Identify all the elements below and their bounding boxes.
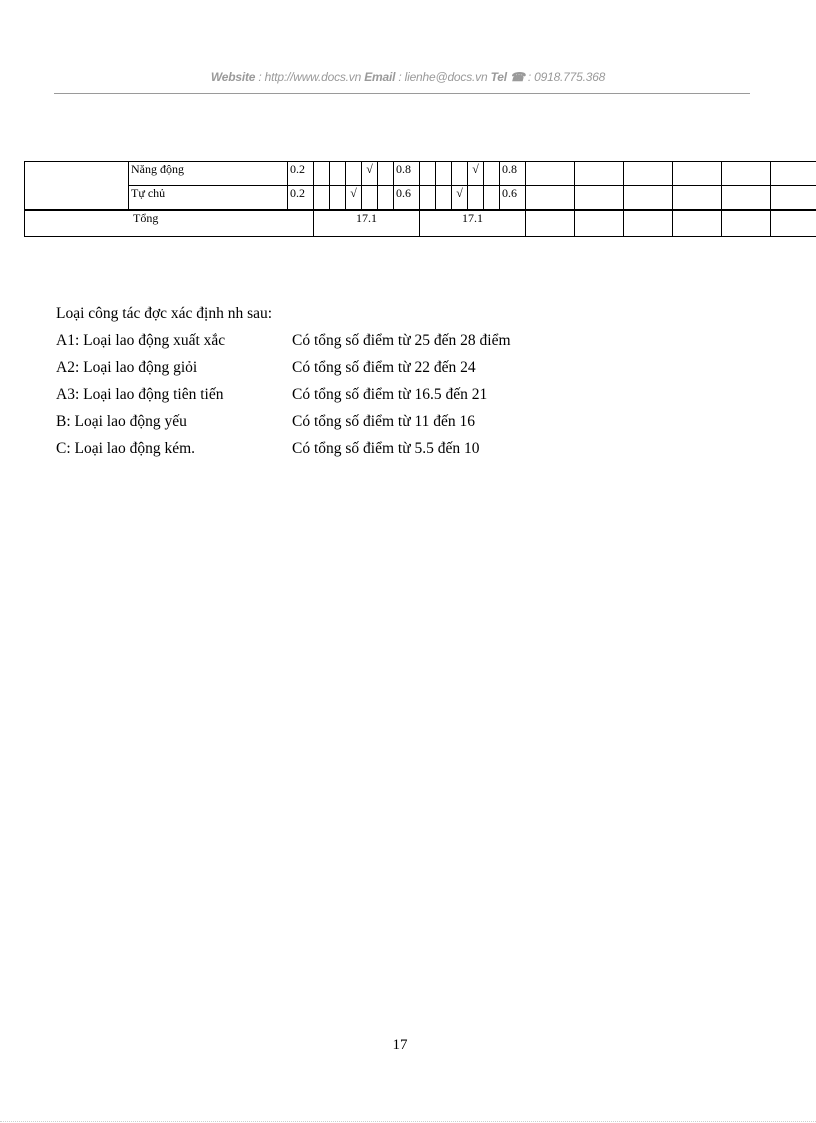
total-label: Tổng	[25, 210, 314, 237]
score-cell: 0.6	[394, 186, 420, 211]
group-cell	[25, 162, 129, 211]
class-range: Có tổng số điểm từ 16.5 đến 21	[292, 386, 488, 403]
page-number: 17	[392, 1037, 408, 1053]
weight-cell: 0.2	[288, 162, 314, 186]
class-name: A3: Loại lao động tiên tiến	[56, 386, 224, 403]
score-cell: 0.8	[500, 162, 526, 186]
check-mark: √	[468, 162, 484, 186]
bottom-divider	[0, 1121, 816, 1122]
class-name: A1: Loại lao động xuất xắc	[56, 332, 226, 349]
check-mark: √	[452, 186, 468, 211]
header-divider	[54, 93, 750, 94]
list-item	[56, 408, 476, 435]
criterion-label: Năng động	[129, 162, 288, 186]
total-value-b: 17.1	[420, 210, 526, 237]
class-name: C: Loại lao động kém.	[56, 440, 196, 457]
list-item	[56, 435, 480, 462]
score-table	[24, 161, 816, 237]
page-header	[0, 70, 816, 84]
tel-label: Tel ☎	[490, 70, 525, 84]
list-item	[56, 381, 488, 408]
score-cell: 0.6	[500, 186, 526, 211]
class-range: Có tổng số điểm từ 5.5 đến 10	[292, 440, 480, 457]
class-name: B: Loại lao động yếu	[56, 413, 187, 430]
class-range: Có tổng số điểm từ 22 đến 24	[292, 359, 476, 376]
total-row	[25, 210, 816, 237]
table-row	[25, 186, 816, 211]
website-value: : http://www.docs.vn	[255, 70, 365, 84]
criterion-label: Tự chủ	[129, 186, 288, 211]
total-value-a: 17.1	[314, 210, 420, 237]
weight-cell: 0.2	[288, 186, 314, 211]
list-item	[56, 327, 511, 354]
classification-list	[56, 300, 511, 462]
email-value: : lienhe@docs.vn	[395, 70, 491, 84]
email-label: Email	[364, 70, 396, 84]
list-item	[56, 354, 476, 381]
website-label: Website	[210, 70, 256, 84]
tel-value: : 0918.775.368	[524, 70, 606, 84]
class-range: Có tổng số điểm từ 25 đến 28 điểm	[292, 332, 511, 349]
check-mark: √	[362, 162, 378, 186]
classification-intro: Loại công tác đợc xác định nh sau:	[56, 305, 273, 322]
score-cell: 0.8	[394, 162, 420, 186]
class-name: A2: Loại lao động giỏi	[56, 359, 198, 376]
check-mark: √	[346, 186, 362, 211]
class-range: Có tổng số điểm từ 11 đến 16	[292, 413, 476, 430]
table-row	[25, 162, 816, 186]
